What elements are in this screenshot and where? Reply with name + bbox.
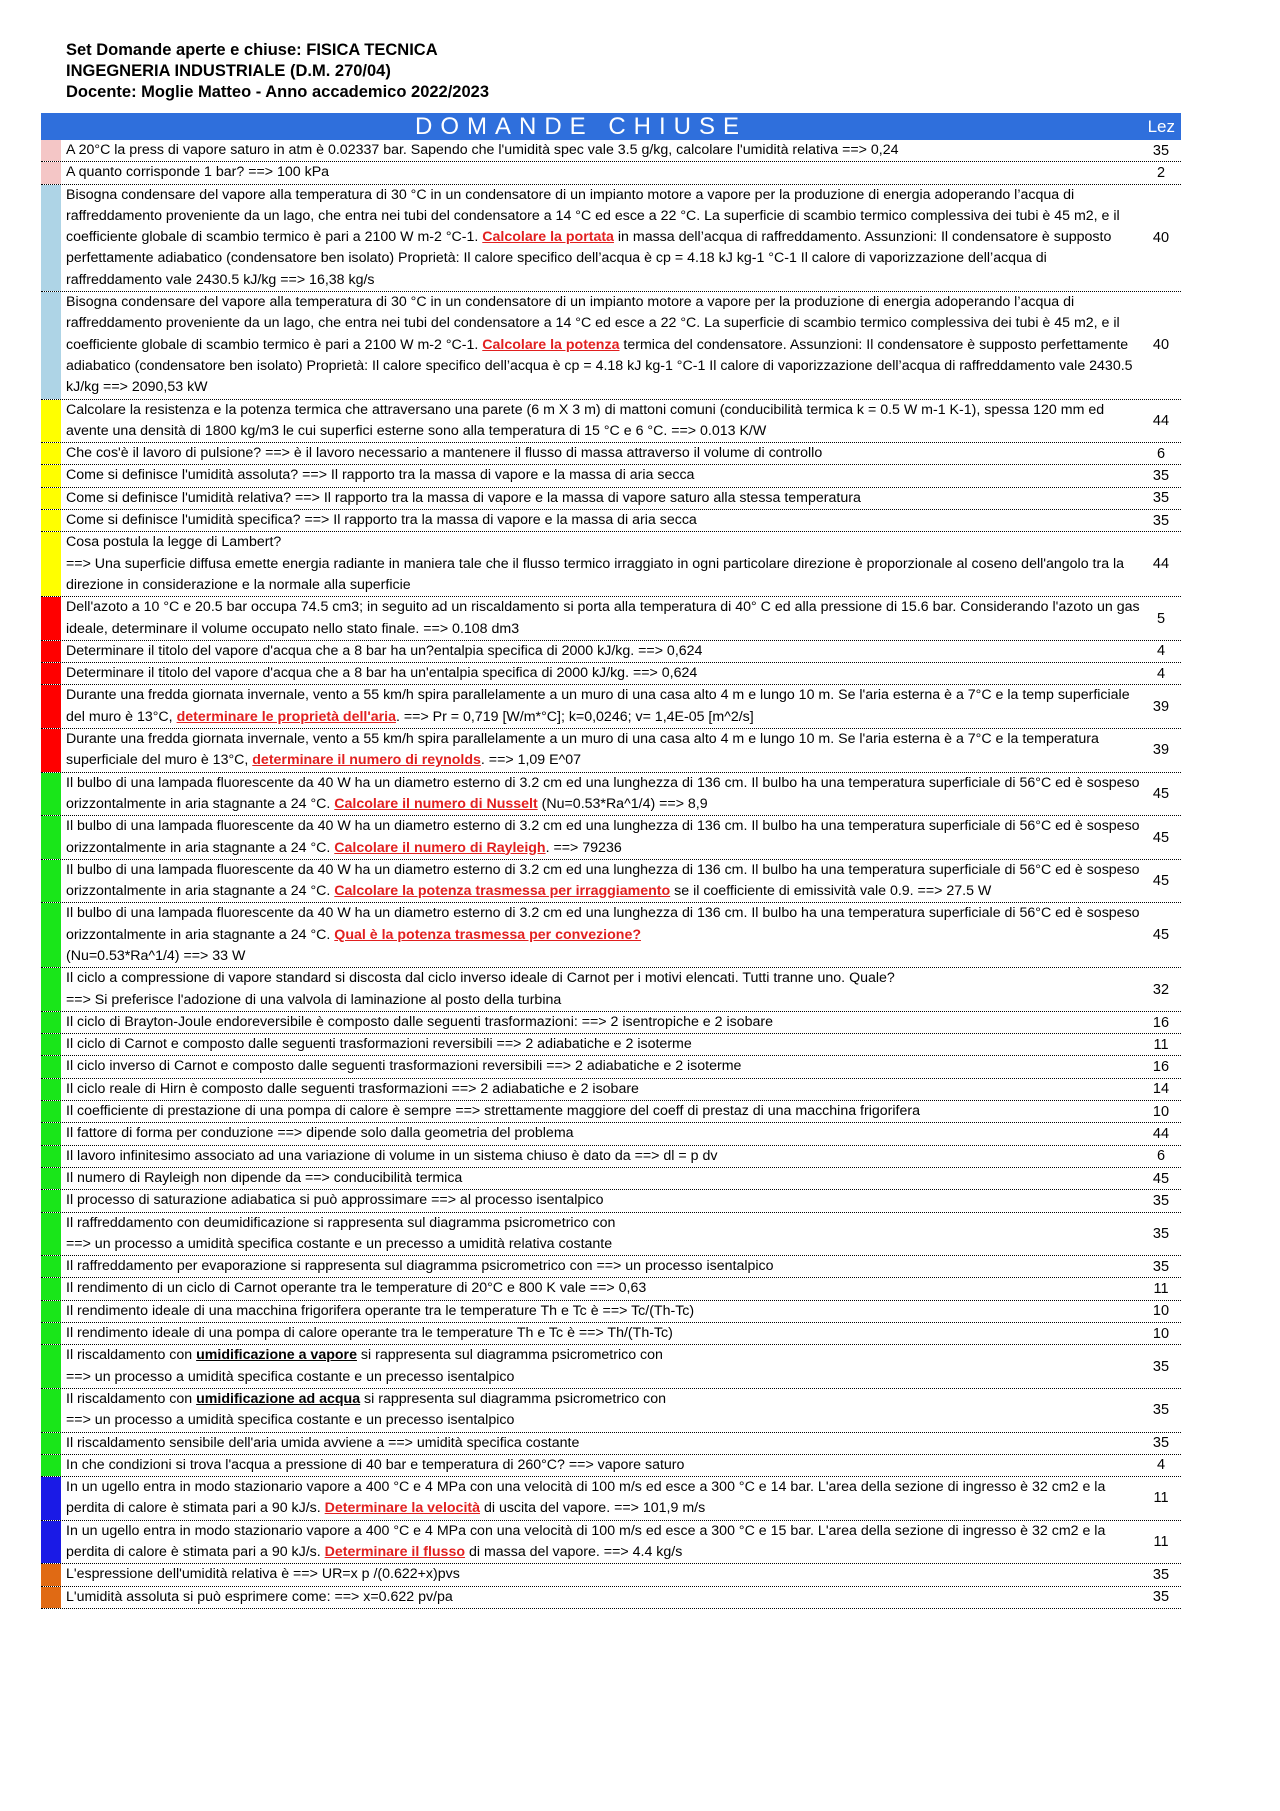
question-row (41, 1323, 1181, 1345)
lez-number: 16 (1152, 1059, 1170, 1076)
category-color-strip (41, 1278, 61, 1299)
category-color-strip (41, 488, 61, 509)
question-row (41, 641, 1181, 663)
question-text (61, 860, 1141, 903)
category-color-strip (41, 816, 61, 859)
section-banner (41, 113, 1181, 140)
category-color-strip (41, 185, 61, 291)
lez-number: 35 (1152, 142, 1170, 159)
category-color-strip (41, 773, 61, 816)
text-segment: L'espressione dell'umidità relativa è ==> UR=x p /(0.622+x)pvs (66, 1566, 460, 1583)
question-text (61, 465, 1141, 486)
question-row (41, 1190, 1181, 1212)
question-text (61, 773, 1141, 816)
text-segment: Il fattore di forma per conduzione ==> dipende solo dalla geometria del problema (66, 1125, 574, 1142)
text-segment: Bisogna condensare del vapore alla temperatura di 30 °C in un condensatore di un impianto motore a vapore per la produzione di energia adoperando l’acqua di raffreddamento proveniente da un lago, che entra nei tubi del condensatore a 14 °C ed esce a 22 °C. La superficie di scambio termico complessiva dei tubi è 45 m2, e il coefficiente globale di scambio termico è pari a 2100 W m-2 °C-1. (66, 294, 1120, 353)
highlighted-request: Calcolare la potenza trasmessa per irraggiamento (334, 883, 671, 900)
lez-number: 11 (1153, 1534, 1169, 1550)
text-segment: Cosa postula la legge di Lambert? (66, 534, 282, 551)
document-header (66, 40, 1186, 103)
degree-program: INGEGNERIA INDUSTRIALE (D.M. 270/04) (66, 62, 391, 80)
text-segment: L'umidità assoluta si può esprimere come: ==> x=0.622 pv/pa (66, 1588, 453, 1605)
question-row (41, 1521, 1181, 1565)
question-text (61, 1079, 1141, 1100)
text-segment: Il bulbo di una lampada fluorescente da 40 W ha un diametro esterno di 3.2 cm ed una lunghezza di 136 cm. Il bulbo ha una temperatura superficiale di 56°C ed è sospeso orizzontalmente in aria stagnante a 24 °C. (66, 905, 1140, 943)
lez-number: 35 (1152, 1402, 1170, 1419)
question-text (61, 1168, 1141, 1189)
lez-number: 4 (1156, 1457, 1166, 1474)
question-row (41, 443, 1181, 465)
lez-number: 4 (1156, 643, 1166, 660)
question-row (41, 1123, 1181, 1145)
text-segment: Durante una fredda giornata invernale, vento a 55 km/h spira parallelamente a un muro di una casa alto 4 m e lungo 10 m. Se l'aria esterna è a 7°C e la temp superficiale del muro è 13°C, (66, 687, 1130, 725)
highlighted-request: Determinare il flusso (324, 1544, 466, 1560)
question-text (61, 1034, 1141, 1055)
lez-number: 16 (1152, 1014, 1170, 1031)
text-segment: Il riscaldamento con (66, 1347, 197, 1364)
lez-number: 10 (1152, 1303, 1170, 1320)
lez-number: 35 (1152, 1225, 1170, 1242)
lez-number: 39 (1152, 742, 1170, 759)
lez-number: 35 (1152, 490, 1170, 507)
category-color-strip (41, 597, 61, 640)
category-color-strip (41, 1477, 61, 1520)
question-text (61, 968, 1141, 1011)
question-text (61, 1455, 1141, 1476)
question-row (41, 1564, 1181, 1586)
question-row (41, 663, 1181, 685)
question-text (61, 400, 1141, 443)
question-text (61, 510, 1141, 531)
lez-column-header: Lez (1147, 117, 1175, 136)
text-segment: Il riscaldamento con (66, 1390, 197, 1407)
category-color-strip (41, 443, 61, 464)
question-text (61, 1433, 1141, 1454)
question-row (41, 400, 1181, 444)
text-segment: Il processo di saturazione adiabatica si può approssimare ==> al processo isentalpico (66, 1192, 604, 1209)
text-segment: In che condizioni si trova l'acqua a pressione di 40 bar e temperatura di 260°C? ==> vapore saturo (66, 1456, 685, 1473)
text-segment: Il riscaldamento sensibile dell'aria umida avviene a ==> umidità specifica costante (66, 1434, 580, 1451)
question-row (41, 185, 1181, 292)
question-row (41, 510, 1181, 532)
category-color-strip (41, 1301, 61, 1322)
text-segment: Determinare il titolo del vapore d'acqua che a 8 bar ha un'entalpia specifica di 2000 kJ/kg. ==> 0,624 (66, 665, 698, 682)
question-text (61, 532, 1141, 596)
lez-number: 32 (1152, 981, 1170, 998)
category-color-strip (41, 532, 61, 596)
teacher-year: Docente: Moglie Matteo - Anno accademico 2022/2023 (66, 83, 490, 101)
text-segment: Il rendimento ideale di una macchina frigorifera operante tra le temperature Th e Tc è ==> Tc/(Th-Tc) (66, 1302, 695, 1319)
emphasized-term: umidificazione ad acqua (196, 1390, 361, 1407)
lez-number: 44 (1152, 556, 1170, 573)
highlighted-request: Calcolare la portata (482, 229, 614, 246)
question-text (61, 1521, 1141, 1564)
lez-number: 45 (1152, 785, 1170, 802)
highlighted-request: Calcolare il numero di Nusselt (334, 795, 538, 812)
lez-number: 35 (1152, 1566, 1170, 1583)
question-text (61, 1123, 1141, 1144)
questions-table (41, 140, 1181, 1609)
category-color-strip (41, 1564, 61, 1585)
question-row (41, 1168, 1181, 1190)
question-row (41, 1101, 1181, 1123)
text-segment: Come si definisce l'umidità specifica? ==> Il rapporto tra la massa di vapore e la massa di aria secca (66, 512, 697, 529)
text-segment: di uscita del vapore. ==> 101,9 m/s (480, 1500, 706, 1517)
text-segment: se il coefficiente di emissività vale 0.9. ==> 27.5 W (670, 883, 992, 900)
text-segment: ==> un processo a umidità specifica costante e un precesso a umidità relativa costante (66, 1235, 613, 1252)
highlighted-request: Determinare la velocità (324, 1500, 481, 1517)
text-segment: . ==> Pr = 0,719 [W/m*°C]; k=0,0246; v= 1,4E-05 [m^2/s] (395, 708, 754, 725)
category-color-strip (41, 1389, 61, 1432)
question-row (41, 1278, 1181, 1300)
question-row (41, 1012, 1181, 1034)
question-text (61, 685, 1141, 728)
question-row (41, 968, 1181, 1012)
emphasized-term: umidificazione a vapore (196, 1347, 357, 1364)
text-segment: . ==> 1,09 E^07 (480, 752, 582, 769)
category-color-strip (41, 1146, 61, 1167)
category-color-strip (41, 1345, 61, 1388)
lez-number: 35 (1152, 1589, 1170, 1606)
text-segment: si rappresenta sul diagramma psicrometrico con (356, 1347, 663, 1364)
category-color-strip (41, 1256, 61, 1277)
question-row (41, 1587, 1181, 1609)
highlighted-request: Qual è la potenza trasmessa per convezione? (334, 926, 642, 943)
question-text (61, 1146, 1141, 1167)
text-segment: ==> un processo a umidità specifica costante e un precesso isentalpico (66, 1412, 515, 1429)
lez-number: 5 (1156, 610, 1166, 627)
lez-number: 45 (1152, 927, 1170, 944)
lez-number: 11 (1153, 1281, 1169, 1298)
highlighted-request: Calcolare la potenza (482, 336, 620, 353)
question-text (61, 1190, 1141, 1211)
question-text (61, 1389, 1141, 1432)
text-segment: Il coefficiente di prestazione di una pompa di calore è sempre ==> strettamente maggiore del coeff di prestaz di una macchina frigorifera (66, 1103, 920, 1120)
category-color-strip (41, 510, 61, 531)
text-segment: Il numero di Rayleigh non dipende da ==> conducibilità termica (66, 1169, 463, 1186)
category-color-strip (41, 1034, 61, 1055)
question-text (61, 597, 1141, 640)
text-segment: Il ciclo di Brayton-Joule endoreversibile è composto dalle seguenti trasformazioni: ==> 2 isentropiche e 2 isobare (66, 1013, 774, 1030)
category-color-strip (41, 1213, 61, 1256)
category-color-strip (41, 162, 61, 183)
text-segment: Il ciclo a compressione di vapore standard si discosta dal ciclo inverso ideale di Carnot per i motivi elencati. Tutti tranne uno. Quale? (66, 970, 895, 987)
text-segment: . ==> 79236 (545, 839, 622, 856)
category-color-strip (41, 140, 61, 161)
question-text (61, 162, 1141, 183)
question-text (61, 663, 1141, 684)
category-color-strip (41, 729, 61, 772)
question-row (41, 729, 1181, 773)
question-text (61, 1056, 1141, 1077)
text-segment: (Nu=0.53*Ra^1/4) ==> 8,9 (537, 795, 708, 812)
lez-number: 4 (1156, 665, 1166, 682)
highlighted-request: Calcolare il numero di Rayleigh (334, 839, 546, 856)
lez-number: 14 (1152, 1081, 1170, 1098)
category-color-strip (41, 400, 61, 443)
category-color-strip (41, 685, 61, 728)
text-segment: Determinare il titolo del vapore d'acqua che a 8 bar ha un?entalpia specifica di 2000 kJ/kg. ==> 0,624 (66, 642, 703, 659)
course-title: Set Domande aperte e chiuse: FISICA TECNICA (66, 41, 438, 59)
question-row (41, 1034, 1181, 1056)
lez-number: 39 (1152, 698, 1170, 715)
lez-number: 11 (1153, 1036, 1169, 1053)
category-color-strip (41, 968, 61, 1011)
question-row (41, 1301, 1181, 1323)
text-segment: di massa del vapore. ==> 4.4 kg/s (465, 1544, 683, 1560)
category-color-strip (41, 860, 61, 903)
question-row (41, 465, 1181, 487)
question-row (41, 860, 1181, 904)
text-segment: Il ciclo di Carnot e composto dalle seguenti trasformazioni reversibili ==> 2 adiabatiche e 2 isoterme (66, 1036, 692, 1053)
text-segment: ==> Si preferisce l'adozione di una valvola di laminazione al posto della turbina (66, 991, 562, 1008)
category-color-strip (41, 1455, 61, 1476)
question-text (61, 1012, 1141, 1033)
category-color-strip (41, 1587, 61, 1608)
lez-number: 44 (1152, 1126, 1170, 1142)
text-segment: Come si definisce l'umidità relativa? ==> Il rapporto tra la massa di vapore e la massa di vapore saturo alla stessa temperatura (66, 489, 861, 506)
question-text (61, 1587, 1141, 1608)
category-color-strip (41, 641, 61, 662)
category-color-strip (41, 903, 61, 967)
question-row (41, 1389, 1181, 1433)
category-color-strip (41, 1521, 61, 1564)
question-text (61, 1323, 1141, 1344)
highlighted-request: determinare le proprietà dell'aria (176, 708, 396, 725)
question-text (61, 1564, 1141, 1585)
category-color-strip (41, 465, 61, 486)
lez-number: 10 (1152, 1103, 1170, 1120)
category-color-strip (41, 1323, 61, 1344)
lez-number: 40 (1152, 229, 1170, 246)
question-row (41, 1477, 1181, 1521)
question-row (41, 532, 1181, 597)
text-segment: Il bulbo di una lampada fluorescente da 40 W ha un diametro esterno di 3.2 cm ed una lunghezza di 136 cm. Il bulbo ha una temperatura superficiale di 56°C ed è sospeso orizzontalmente in aria stagnante a 24 °C. (66, 861, 1140, 900)
lez-number: 11 (1153, 1490, 1169, 1507)
lez-number: 6 (1156, 445, 1166, 462)
text-segment: A quanto corrisponde 1 bar? ==> 100 kPa (66, 164, 330, 181)
category-color-strip (41, 1056, 61, 1077)
category-color-strip (41, 292, 61, 398)
lez-number: 35 (1152, 468, 1170, 485)
text-segment: in massa dell’acqua di raffreddamento. Assunzioni: Il condensatore è supposto perfettamente adiabatico (condensatore ben isolato) Proprietà: Il calore specifico dell’acqua è cp = 4.18 kJ kg-1 °C-1 Il calore di vaporizzazione dell’acqua di raffreddamento vale 2430.5 kJ/kg ==> 16,38 kg/s (66, 229, 1112, 288)
question-row (41, 1345, 1181, 1389)
category-color-strip (41, 1190, 61, 1211)
text-segment: Il rendimento ideale di una pompa di calore operante tra le temperature Th e Tc è ==> Th/(Th-Tc) (66, 1325, 673, 1342)
question-text (61, 488, 1141, 509)
text-segment: Il ciclo inverso di Carnot e composto dalle seguenti trasformazioni reversibili ==> 2 adiabatiche e 2 isoterme (66, 1058, 742, 1075)
text-segment: Calcolare la resistenza e la potenza termica che attraversano una parete (6 m X 3 m) di mattoni comuni (conducibilità termica k = 0.5 W m-1 K-1), spessa 120 mm ed avente una densità di 1800 kg/m3 le cui superfici esterne sono alla temperatura di 15 °C e 6 °C. ==> 0.013 K/W (66, 401, 1105, 439)
question-row (41, 773, 1181, 817)
text-segment: In un ugello entra in modo stazionario vapore a 400 °C e 4 MPa con una velocità di 100 m/s ed esce a 300 °C e 14 bar. L'area della sezione di ingresso è 32 cm2 e la perdita di calore è stimata pari a 90 kJ/s. (66, 1479, 1106, 1517)
lez-number: 45 (1152, 873, 1170, 890)
question-text (61, 1477, 1141, 1520)
lez-number: 35 (1152, 1435, 1170, 1452)
question-text (61, 903, 1141, 967)
question-row (41, 1433, 1181, 1455)
question-text (61, 1301, 1141, 1322)
text-segment: (Nu=0.53*Ra^1/4) ==> 33 W (66, 947, 246, 964)
text-segment: In un ugello entra in modo stazionario vapore a 400 °C e 4 MPa con una velocità di 100 m/s ed esce a 300 °C e 15 bar. L'area della sezione di ingresso è 32 cm2 e la perdita di calore è stimata pari a 90 kJ/s. (66, 1522, 1106, 1560)
highlighted-request: determinare il numero di reynolds (252, 752, 481, 769)
lez-number: 6 (1156, 1148, 1166, 1165)
category-color-strip (41, 1433, 61, 1454)
text-segment: Il rendimento di un ciclo di Carnot operante tra le temperature di 20°C e 800 K vale ==> 0,63 (66, 1280, 647, 1297)
text-segment: Il bulbo di una lampada fluorescente da 40 W ha un diametro esterno di 3.2 cm ed una lunghezza di 136 cm. Il bulbo ha una temperatura superficiale di 56°C ed è sospeso orizzontalmente in aria stagnante a 24 °C. (66, 818, 1140, 856)
question-text (61, 1278, 1141, 1299)
question-text (61, 443, 1141, 464)
text-segment: Il ciclo reale di Hirn è composto dalle seguenti trasformazioni ==> 2 adiabatiche e 2 isobare (66, 1080, 639, 1097)
question-row (41, 685, 1181, 729)
text-segment: Il raffreddamento per evaporazione si rappresenta sul diagramma psicrometrico con ==> un processo isentalpico (66, 1258, 774, 1275)
question-row (41, 816, 1181, 860)
lez-number: 10 (1152, 1325, 1170, 1342)
text-segment: A 20°C la press di vapore saturo in atm è 0.02337 bar. Sapendo che l'umidità spec vale 3.5 g/kg, calcolare l'umidità relativa ==> 0,24 (66, 142, 899, 158)
question-row (41, 488, 1181, 510)
text-segment: Bisogna condensare del vapore alla temperatura di 30 °C in un condensatore di un impianto motore a vapore per la produzione di energia adoperando l’acqua di raffreddamento proveniente da un lago, che entra nei tubi del condensatore a 14 °C ed esce a 22 °C. La superficie di scambio termico complessiva dei tubi è 45 m2, e il coefficiente globale di scambio termico è pari a 2100 W m-2 °C-1. (66, 186, 1120, 246)
text-segment: Come si definisce l'umidità assoluta? ==> Il rapporto tra la massa di vapore e la massa di aria secca (66, 467, 695, 484)
lez-number: 35 (1152, 1258, 1170, 1275)
lez-number: 35 (1152, 1358, 1170, 1375)
question-text (61, 641, 1141, 662)
question-text (61, 185, 1141, 291)
question-text (61, 816, 1141, 859)
question-text (61, 140, 1141, 161)
question-text (61, 1101, 1141, 1122)
category-color-strip (41, 1079, 61, 1100)
question-row (41, 292, 1181, 399)
question-text (61, 1345, 1141, 1388)
question-row (41, 903, 1181, 968)
text-segment: Il raffreddamento con deumidificazione si rappresenta sul diagramma psicrometrico con (66, 1214, 616, 1231)
category-color-strip (41, 1123, 61, 1144)
lez-number: 45 (1152, 1170, 1170, 1187)
question-row (41, 597, 1181, 641)
category-color-strip (41, 1168, 61, 1189)
category-color-strip (41, 1012, 61, 1033)
question-row (41, 1079, 1181, 1101)
text-segment: ==> Una superficie diffusa emette energia radiante in maniera tale che il flusso termico irraggiato in ogni particolare direzione è proporzionale al coseno dell'angolo tra la direzione in considerazione e la normale alla superficie (66, 555, 1125, 593)
question-text (61, 1213, 1141, 1256)
text-segment: si rappresenta sul diagramma psicrometrico con (360, 1390, 667, 1407)
question-row (41, 1256, 1181, 1278)
text-segment: Che cos'è il lavoro di pulsione? ==> è il lavoro necessario a mantenere il flusso di massa attraverso il volume di controllo (66, 445, 823, 462)
question-row (41, 140, 1181, 162)
lez-number: 35 (1152, 512, 1170, 529)
lez-number: 45 (1152, 829, 1170, 846)
question-text (61, 1256, 1141, 1277)
question-row (41, 162, 1181, 184)
question-row (41, 1213, 1181, 1257)
question-text (61, 729, 1141, 772)
question-row (41, 1455, 1181, 1477)
text-segment: Il lavoro infinitesimo associato ad una variazione di volume in un sistema chiuso è dato da ==> dl = p dv (66, 1147, 718, 1164)
question-row (41, 1146, 1181, 1168)
text-segment: ==> un processo a umidità specifica costante e un precesso isentalpico (66, 1368, 515, 1385)
question-text (61, 292, 1141, 398)
text-segment: termica del condensatore. Assunzioni: Il condensatore è supposto perfettamente adiabatico (condensatore ben isolato) Proprietà: Il calore specifico dell’acqua è cp = 4.18 kJ kg-1 °C-1 Il calore di vaporizzazione dell’acqua di raffreddamento vale 2430.5 kJ/kg ==> 2090,53 kW (66, 336, 1133, 396)
question-row (41, 1056, 1181, 1078)
lez-number: 35 (1152, 1192, 1170, 1209)
section-title: DOMANDE CHIUSE (414, 113, 748, 140)
text-segment: Dell'azoto a 10 °C e 20.5 bar occupa 74.5 cm3; in seguito ad un riscaldamento si porta alla temperatura di 40° C ed alla pressione di 15.6 bar. Considerando l'azoto un gas ideale, determinare il volume occupato nello stato finale. ==> 0.108 dm3 (66, 599, 1140, 637)
category-color-strip (41, 663, 61, 684)
lez-number: 40 (1152, 337, 1170, 354)
text-segment: Durante una fredda giornata invernale, vento a 55 km/h spira parallelamente a un muro di una casa alto 4 m e lungo 10 m. Se l'aria esterna è a 7°C e la temperatura superficiale del muro è 13°C, (66, 731, 1099, 769)
text-segment: Il bulbo di una lampada fluorescente da 40 W ha un diametro esterno di 3.2 cm ed una lunghezza di 136 cm. Il bulbo ha una temperatura superficiale di 56°C ed è sospeso orizzontalmente in aria stagnante a 24 °C. (66, 774, 1140, 812)
lez-number: 2 (1156, 164, 1166, 181)
category-color-strip (41, 1101, 61, 1122)
lez-number: 44 (1152, 412, 1170, 429)
